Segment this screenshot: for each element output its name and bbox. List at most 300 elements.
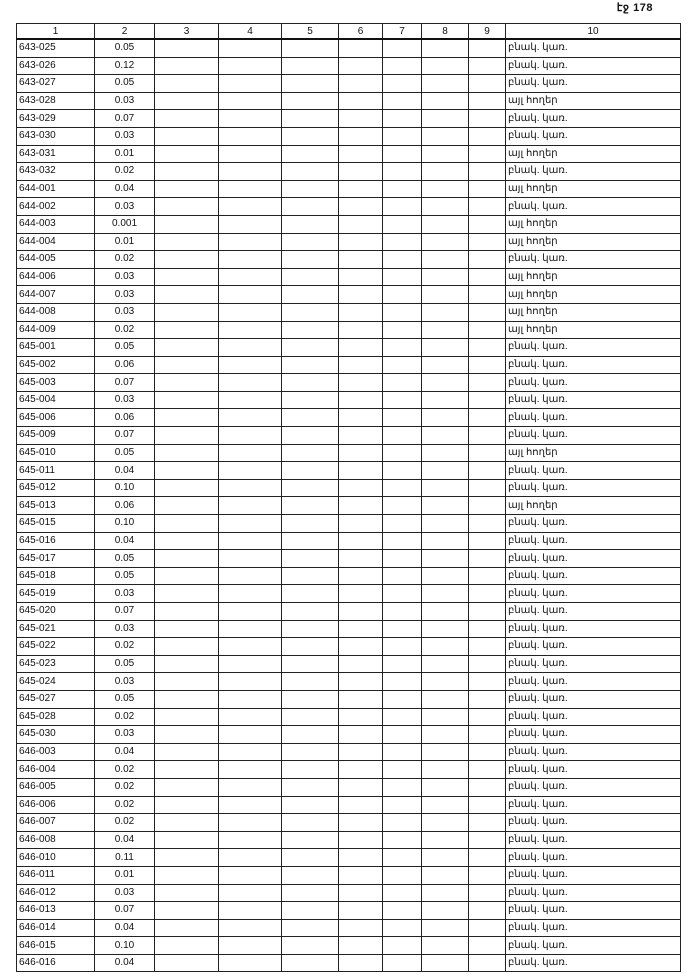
empty-cell [339,409,383,427]
empty-cell [422,497,469,515]
empty-cell [282,180,339,198]
land-use-cell: այլ հողեր [506,303,681,321]
area-cell: 0.06 [95,409,155,427]
area-cell: 0.04 [95,462,155,480]
empty-cell [422,954,469,972]
empty-cell [422,75,469,93]
empty-cell [219,937,282,955]
empty-cell [422,532,469,550]
empty-cell [282,866,339,884]
area-cell: 0.03 [95,198,155,216]
empty-cell [339,374,383,392]
parcel-code-cell: 645-006 [17,409,95,427]
column-header: 6 [339,24,383,40]
land-use-cell: բնակ. կառ. [506,374,681,392]
empty-cell [219,303,282,321]
area-cell: 0.05 [95,339,155,357]
area-cell: 0.07 [95,374,155,392]
land-use-cell: բնակ. կառ. [506,515,681,533]
column-header: 10 [506,24,681,40]
empty-cell [219,356,282,374]
area-cell: 0.04 [95,831,155,849]
empty-cell [339,673,383,691]
empty-cell [383,673,422,691]
empty-cell [422,849,469,867]
empty-cell [469,567,506,585]
empty-cell [383,75,422,93]
empty-cell [155,374,219,392]
empty-cell [282,321,339,339]
empty-cell [155,198,219,216]
empty-cell [282,550,339,568]
land-use-cell: բնակ. կառ. [506,57,681,75]
area-cell: 0.02 [95,638,155,656]
empty-cell [339,849,383,867]
table-row [17,567,681,585]
empty-cell [155,145,219,163]
table-row [17,954,681,972]
area-cell: 0.02 [95,814,155,832]
empty-cell [339,884,383,902]
empty-cell [155,638,219,656]
empty-cell [469,321,506,339]
empty-cell [422,462,469,480]
empty-cell [383,497,422,515]
parcel-code-cell: 645-021 [17,620,95,638]
empty-cell [422,479,469,497]
empty-cell [383,954,422,972]
empty-cell [339,954,383,972]
empty-cell [282,954,339,972]
land-use-cell: բնակ. կառ. [506,743,681,761]
empty-cell [155,831,219,849]
parcel-code-cell: 646-004 [17,761,95,779]
empty-cell [282,479,339,497]
empty-cell [155,57,219,75]
empty-cell [339,163,383,181]
empty-cell [219,902,282,920]
empty-cell [339,92,383,110]
parcel-code-cell: 645-027 [17,690,95,708]
empty-cell [339,427,383,445]
empty-cell [155,567,219,585]
table-row [17,268,681,286]
empty-cell [383,638,422,656]
empty-cell [155,251,219,269]
area-cell: 0.03 [95,127,155,145]
empty-cell [339,902,383,920]
land-use-cell: բնակ. կառ. [506,796,681,814]
table-row [17,497,681,515]
empty-cell [219,92,282,110]
empty-cell [155,479,219,497]
table-row [17,550,681,568]
table-row [17,409,681,427]
empty-cell [469,849,506,867]
area-cell: 0.03 [95,673,155,691]
empty-cell [469,690,506,708]
empty-cell [282,778,339,796]
empty-cell [155,919,219,937]
empty-cell [339,778,383,796]
empty-cell [155,497,219,515]
table-row [17,145,681,163]
empty-cell [219,409,282,427]
table-row [17,391,681,409]
parcel-code-cell: 646-006 [17,796,95,814]
empty-cell [282,374,339,392]
parcel-code-cell: 646-011 [17,866,95,884]
empty-cell [422,145,469,163]
land-use-cell: բնակ. կառ. [506,620,681,638]
empty-cell [469,479,506,497]
empty-cell [219,198,282,216]
empty-cell [339,603,383,621]
empty-cell [282,163,339,181]
empty-cell [383,726,422,744]
empty-cell [155,233,219,251]
area-cell: 0.02 [95,708,155,726]
table-row [17,708,681,726]
empty-cell [219,215,282,233]
parcel-code-cell: 645-017 [17,550,95,568]
empty-cell [339,655,383,673]
parcel-code-cell: 644-006 [17,268,95,286]
empty-cell [383,743,422,761]
empty-cell [469,163,506,181]
empty-cell [469,39,506,57]
empty-cell [383,303,422,321]
area-cell: 0.05 [95,567,155,585]
empty-cell [422,92,469,110]
empty-cell [219,919,282,937]
land-use-cell: բնակ. կառ. [506,356,681,374]
parcel-code-cell: 643-026 [17,57,95,75]
land-use-cell: բնակ. կառ. [506,110,681,128]
parcel-code-cell: 646-014 [17,919,95,937]
empty-cell [155,163,219,181]
empty-cell [469,233,506,251]
empty-cell [282,497,339,515]
empty-cell [339,127,383,145]
table-row [17,603,681,621]
area-cell: 0.04 [95,743,155,761]
empty-cell [422,286,469,304]
empty-cell [422,339,469,357]
parcel-code-cell: 645-019 [17,585,95,603]
parcel-code-cell: 644-009 [17,321,95,339]
land-use-cell: այլ հողեր [506,286,681,304]
area-cell: 0.10 [95,515,155,533]
empty-cell [339,145,383,163]
parcel-code-cell: 643-030 [17,127,95,145]
empty-cell [282,391,339,409]
column-header: 7 [383,24,422,40]
empty-cell [155,620,219,638]
table-row [17,796,681,814]
parcel-code-cell: 645-024 [17,673,95,691]
empty-cell [469,497,506,515]
area-cell: 0.01 [95,866,155,884]
empty-cell [282,655,339,673]
empty-cell [383,268,422,286]
empty-cell [219,127,282,145]
land-use-cell: այլ հողեր [506,92,681,110]
empty-cell [339,39,383,57]
table-row [17,163,681,181]
empty-cell [383,884,422,902]
empty-cell [339,796,383,814]
table-row [17,814,681,832]
empty-cell [383,479,422,497]
empty-cell [383,180,422,198]
empty-cell [282,919,339,937]
empty-cell [339,620,383,638]
empty-cell [219,655,282,673]
empty-cell [339,57,383,75]
empty-cell [282,339,339,357]
empty-cell [339,497,383,515]
empty-cell [339,866,383,884]
empty-cell [219,462,282,480]
empty-cell [282,814,339,832]
empty-cell [422,884,469,902]
empty-cell [155,39,219,57]
area-cell: 0.05 [95,39,155,57]
empty-cell [339,180,383,198]
empty-cell [219,57,282,75]
table-row [17,180,681,198]
empty-cell [383,515,422,533]
empty-cell [469,215,506,233]
empty-cell [155,286,219,304]
table-row [17,532,681,550]
empty-cell [469,638,506,656]
empty-cell [155,321,219,339]
column-header: 1 [17,24,95,40]
empty-cell [422,638,469,656]
empty-cell [469,778,506,796]
empty-cell [219,110,282,128]
empty-cell [422,39,469,57]
area-cell: 0.03 [95,286,155,304]
table-row [17,251,681,269]
empty-cell [422,444,469,462]
empty-cell [339,391,383,409]
empty-cell [469,339,506,357]
empty-cell [282,303,339,321]
area-cell: 0.10 [95,479,155,497]
empty-cell [282,603,339,621]
empty-cell [383,356,422,374]
empty-cell [155,92,219,110]
empty-cell [422,233,469,251]
empty-cell [282,427,339,445]
empty-cell [282,708,339,726]
parcel-code-cell: 645-018 [17,567,95,585]
empty-cell [383,919,422,937]
table-row [17,937,681,955]
empty-cell [422,690,469,708]
empty-cell [339,743,383,761]
parcel-code-cell: 644-005 [17,251,95,269]
empty-cell [155,708,219,726]
empty-cell [282,515,339,533]
empty-cell [282,849,339,867]
empty-cell [422,673,469,691]
empty-cell [219,603,282,621]
empty-cell [282,796,339,814]
empty-cell [219,180,282,198]
land-use-cell: բնակ. կառ. [506,655,681,673]
empty-cell [219,39,282,57]
land-use-cell: այլ հողեր [506,145,681,163]
empty-cell [422,919,469,937]
empty-cell [422,127,469,145]
empty-cell [155,110,219,128]
empty-cell [155,796,219,814]
empty-cell [422,550,469,568]
land-use-cell: բնակ. կառ. [506,690,681,708]
table-row [17,638,681,656]
table-row [17,778,681,796]
parcel-code-cell: 646-003 [17,743,95,761]
empty-cell [383,849,422,867]
empty-cell [383,778,422,796]
empty-cell [219,567,282,585]
parcel-code-cell: 645-015 [17,515,95,533]
empty-cell [282,127,339,145]
parcel-code-cell: 646-007 [17,814,95,832]
empty-cell [155,603,219,621]
land-use-cell: այլ հողեր [506,444,681,462]
empty-cell [155,462,219,480]
empty-cell [422,163,469,181]
empty-cell [282,57,339,75]
land-use-cell: բնակ. կառ. [506,75,681,93]
area-cell: 0.07 [95,603,155,621]
parcel-code-cell: 643-029 [17,110,95,128]
empty-cell [383,127,422,145]
empty-cell [219,778,282,796]
empty-cell [383,831,422,849]
table-row [17,110,681,128]
empty-cell [155,743,219,761]
parcel-code-cell: 643-032 [17,163,95,181]
parcel-code-cell: 643-028 [17,92,95,110]
empty-cell [219,427,282,445]
empty-cell [469,409,506,427]
land-use-cell: բնակ. կառ. [506,902,681,920]
empty-cell [155,849,219,867]
land-use-cell: բնակ. կառ. [506,831,681,849]
parcel-code-cell: 645-020 [17,603,95,621]
empty-cell [383,866,422,884]
area-cell: 0.03 [95,303,155,321]
empty-cell [469,444,506,462]
empty-cell [155,268,219,286]
empty-cell [422,515,469,533]
table-row [17,462,681,480]
empty-cell [219,585,282,603]
empty-cell [282,690,339,708]
empty-cell [339,690,383,708]
empty-cell [282,620,339,638]
parcel-code-cell: 645-003 [17,374,95,392]
empty-cell [339,303,383,321]
empty-cell [219,638,282,656]
empty-cell [383,937,422,955]
land-use-cell: բնակ. կառ. [506,849,681,867]
empty-cell [282,92,339,110]
empty-cell [469,251,506,269]
table-row [17,444,681,462]
parcel-code-cell: 644-004 [17,233,95,251]
empty-cell [339,339,383,357]
empty-cell [282,462,339,480]
table-row [17,356,681,374]
empty-cell [155,673,219,691]
table-row [17,92,681,110]
empty-cell [219,690,282,708]
parcel-code-cell: 645-001 [17,339,95,357]
empty-cell [383,550,422,568]
parcel-code-cell: 645-002 [17,356,95,374]
empty-cell [469,374,506,392]
parcel-code-cell: 646-005 [17,778,95,796]
land-use-cell: բնակ. կառ. [506,427,681,445]
area-cell: 0.05 [95,550,155,568]
empty-cell [339,937,383,955]
empty-cell [282,673,339,691]
table-row [17,286,681,304]
table-row [17,215,681,233]
area-cell: 0.01 [95,145,155,163]
empty-cell [422,796,469,814]
empty-cell [422,814,469,832]
empty-cell [469,585,506,603]
table-row [17,75,681,93]
empty-cell [422,937,469,955]
area-cell: 0.07 [95,427,155,445]
empty-cell [282,268,339,286]
empty-cell [155,356,219,374]
empty-cell [469,515,506,533]
empty-cell [383,339,422,357]
empty-cell [282,215,339,233]
empty-cell [469,726,506,744]
empty-cell [155,180,219,198]
parcel-code-cell: 644-008 [17,303,95,321]
empty-cell [219,831,282,849]
empty-cell [469,814,506,832]
parcel-code-cell: 646-013 [17,902,95,920]
empty-cell [282,198,339,216]
empty-cell [155,690,219,708]
empty-cell [383,233,422,251]
empty-cell [339,638,383,656]
table-row [17,902,681,920]
land-use-cell: բնակ. կառ. [506,479,681,497]
empty-cell [469,75,506,93]
area-cell: 0.06 [95,497,155,515]
area-cell: 0.03 [95,884,155,902]
table-row [17,849,681,867]
table-row [17,303,681,321]
land-registry-table [16,23,681,972]
empty-cell [422,321,469,339]
empty-cell [155,515,219,533]
